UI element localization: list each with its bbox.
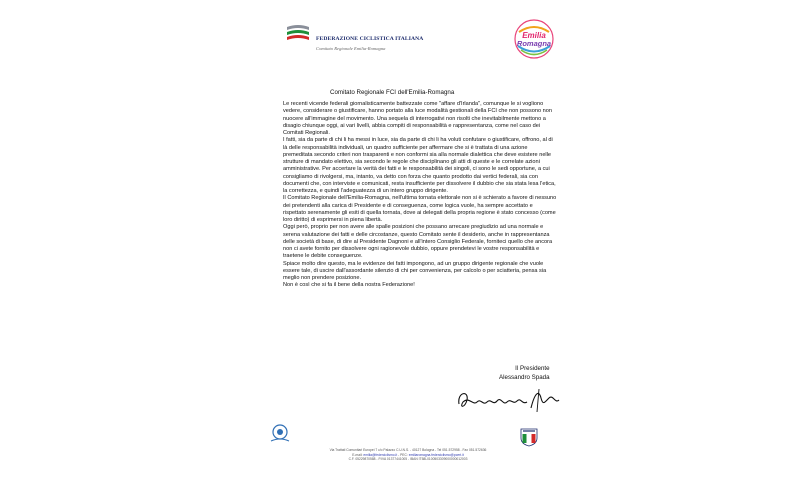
handwritten-signature	[455, 386, 565, 414]
footer-email-label: E-mail:	[352, 452, 363, 457]
footer-address: Via Trattati Comunitari Europei 7 c/o Palazzo C.U.N.S. - 40127 Bologna - Tel 051.572958 - Fax 051.572636	[329, 448, 487, 452]
paragraph: Oggi però, proprio per non avere alle spalle posizioni che possano arrecare pregiudizio ad una normale e serena valutazione dei fatti e delle circostanze, questo Comitato sente il desiderio, anche in rappresentanza delle società di base, di dire al Presidente Dagnoni e all'intero Consiglio Federale, forniteci quello che ancora non ci avete fornito per dissolvere ogni ragionevole dubbio, oppure prendetevi le vostre responsabilità e traetene le debite conseguenze.	[283, 224, 553, 260]
document-heading: Comitato Regionale FCI dell'Emilia-Romagna	[330, 89, 455, 96]
fci-logo	[285, 24, 311, 44]
letter-body	[283, 101, 557, 290]
footer-pec-label: PEC:	[400, 452, 408, 457]
footer-email-link[interactable]: emilia@federciclismo.it	[363, 452, 398, 457]
paragraph: Non è così che si fa il bene della nostra Federazione!	[283, 282, 415, 289]
committee-name: Comitato Regionale Emilia-Romagna	[316, 46, 386, 51]
paragraph: Il Comitato Regionale dell'Emilia-Romagna, nell'ultima tornata elettorale non si è schierato a favore di nessuno dei pretendenti alla carica di Presidente e di conseguenza, come logica vuole, ha sempre accettato e rispettato serenamente gli esiti di quella tornata, dove ai delegati della propria regione è stato concesso (come loro diritto) di esprimersi in piena libertà.	[283, 195, 557, 223]
footer	[294, 448, 522, 462]
coni-italia-logo	[518, 427, 540, 447]
logo-word-emilia: Emilia	[522, 31, 546, 40]
paracycling-logo	[268, 423, 296, 445]
paragraph: Spiace molto dire questo, ma le evidenze dei fatti impongono, ad un gruppo dirigente regionale che vuole essere tale, di uscire dall'assordante silenzio di chi per convenienza, per calcolo o per sciatteria, pensa sia meglio non prendere posizione.	[283, 260, 547, 281]
emilia-romagna-logo	[514, 19, 554, 59]
federation-name: FEDERAZIONE CICLISTICA ITALIANA	[316, 36, 424, 42]
logo-word-romagna: Romagna	[516, 39, 552, 48]
signature-block	[499, 364, 550, 382]
paragraph: Le recenti vicende federali giornalisticamente battezzate come "affare d'Irlanda", comunque le si vogliono vedere, considerare o giustificare, hanno portato alla luce modalità gestionali della FCI che non possono non nuocere all'immagine del movimento. Una sequela di interrogativi non risolti che inevitabilmente mettono a disagio chiunque oggi, ai vari livelli, abbia compiti di responsabilità e rappresentanza, come nel caso dei Comitati Regionali.	[283, 101, 552, 136]
signatory-name: Alessandro Spada	[499, 374, 550, 381]
paragraph: I fatti, sia da parte di chi li ha messi in luce, sia da parte di chi li ha voluti confutare o giustificare, offrono, al di là delle responsabilità individuali, un quadro sufficiente per affermare che si è trattata di una azione premeditata secondo criteri non trasparenti e non conformi sia alla normale dialettica che deve esistere nelle strutture di mandato elettivo, sia secondo le regole che disciplinano gli atti di queste e le correlate azioni amministrative. Per accertare la verità dei fatti e le responsabilità dei singoli, ci sono le sedi opportune, a cui consigliamo di rivolgersi, ma, intanto, va detto con forza che quanto prodotto dai vertici federali, sia con documenti che, con interviste e comunicati, resta insufficiente per dissolvere il dubbio che sia stata lesa l'etica, la correttezza, e quindi l'adeguatezza di un intero gruppo dirigente.	[283, 137, 556, 194]
footer-codes: C.F. 05229870588 - P.IVA 01377441005 - IBAN IT58L0100503309000000012003	[348, 457, 468, 462]
footer-contacts: E-mail: emilia@federciclismo.it - PEC: emiliaromagna.federciclismo@pcert.it	[352, 452, 464, 457]
signatory-role: Il Presidente	[515, 365, 550, 372]
footer-pec-link[interactable]: emiliaromagna.federciclismo@pcert.it	[408, 452, 464, 457]
